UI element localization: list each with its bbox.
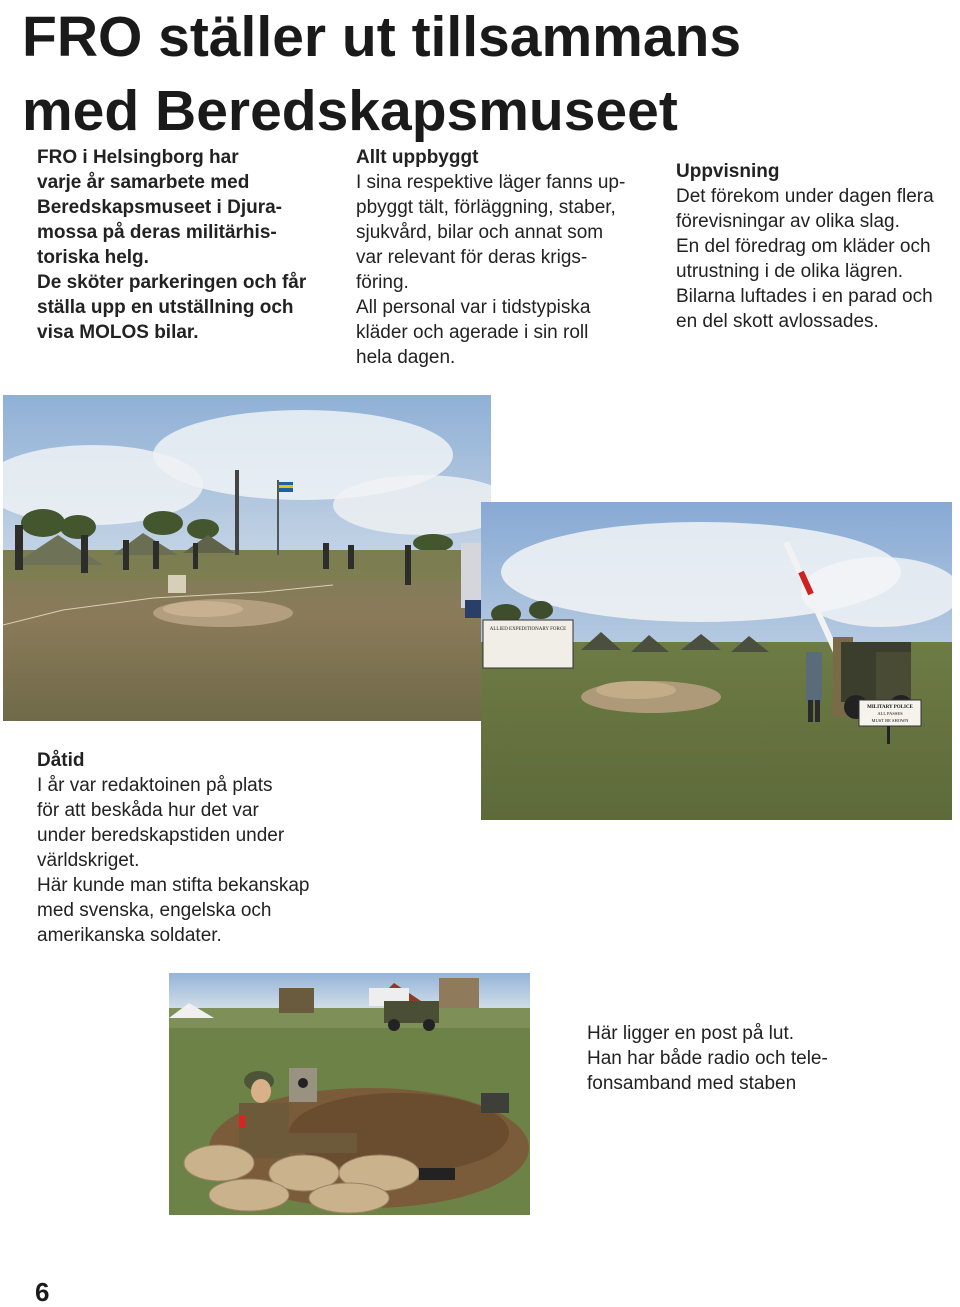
section-line: var relevant för deras krigs- (356, 247, 588, 268)
section-line: föring. (356, 272, 409, 293)
camp-photo (3, 395, 491, 721)
section-datid (37, 748, 310, 948)
photo-caption (587, 1021, 828, 1096)
military-police-photo (481, 502, 952, 820)
page-number: 6 (35, 1277, 50, 1307)
section-line: under beredskapstiden under (37, 825, 285, 846)
section-heading: Dåtid (37, 750, 85, 771)
section-line: pbyggt tält, förläggning, staber, (356, 197, 616, 218)
section-line: sjukvård, bilar och annat som (356, 222, 604, 243)
mp-sign-line-2: ALL PASSES (877, 711, 903, 716)
section-line: amerikanska soldater. (37, 925, 222, 946)
section-line: Bilarna luftades i en parad och (676, 286, 933, 307)
intro-line: FRO i Helsingborg har (37, 147, 239, 168)
intro-paragraph (37, 145, 306, 345)
section-line: En del föredrag om kläder och (676, 236, 931, 257)
article-title (22, 0, 942, 148)
title-line-2: med Beredskapsmuseet (22, 79, 678, 143)
mp-sign-line-1: MILITARY POLICE (867, 705, 913, 710)
intro-line: visa MOLOS bilar. (37, 322, 199, 343)
section-heading: Uppvisning (676, 161, 780, 182)
title-line-1: FRO ställer ut tillsammans (22, 5, 742, 69)
section-line: utrustning i de olika lägren. (676, 261, 904, 282)
section-heading: Allt uppbyggt (356, 147, 479, 168)
section-line: hela dagen. (356, 347, 456, 368)
section-allt-uppbyggt (356, 145, 625, 370)
intro-line: varje år samarbete med (37, 172, 250, 193)
caption-line: Han har både radio och tele- (587, 1048, 828, 1069)
section-line: I sina respektive läger fanns up- (356, 172, 626, 193)
intro-line: De sköter parkeringen och får (37, 272, 307, 293)
section-line: en del skott avlossades. (676, 311, 879, 332)
caption-line: fonsamband med staben (587, 1073, 797, 1094)
section-line: kläder och agerade i sin roll (356, 322, 589, 343)
soldier-post-photo (169, 973, 530, 1215)
section-line: för att beskåda hur det var (37, 800, 259, 821)
section-line: förevisningar av olika slag. (676, 211, 900, 232)
intro-line: ställa upp en utställning och (37, 297, 294, 318)
section-line: All personal var i tidstypiska (356, 297, 591, 318)
intro-line: mossa på deras militärhis- (37, 222, 277, 243)
sign-allied-text: ALLIED EXPEDITIONARY FORCE (489, 627, 567, 632)
section-line: Det förekom under dagen flera (676, 186, 934, 207)
section-uppvisning (676, 159, 934, 334)
section-line: med svenska, engelska och (37, 900, 272, 921)
section-line: världskriget. (37, 850, 140, 871)
intro-line: Beredskapsmuseet i Djura- (37, 197, 282, 218)
mp-sign-line-3: MUST BE SHOWN (871, 718, 909, 723)
caption-line: Här ligger en post på lut. (587, 1023, 795, 1044)
intro-line: toriska helg. (37, 247, 149, 268)
section-line: Här kunde man stifta bekanskap (37, 875, 310, 896)
section-line: I år var redaktoinen på plats (37, 775, 273, 796)
